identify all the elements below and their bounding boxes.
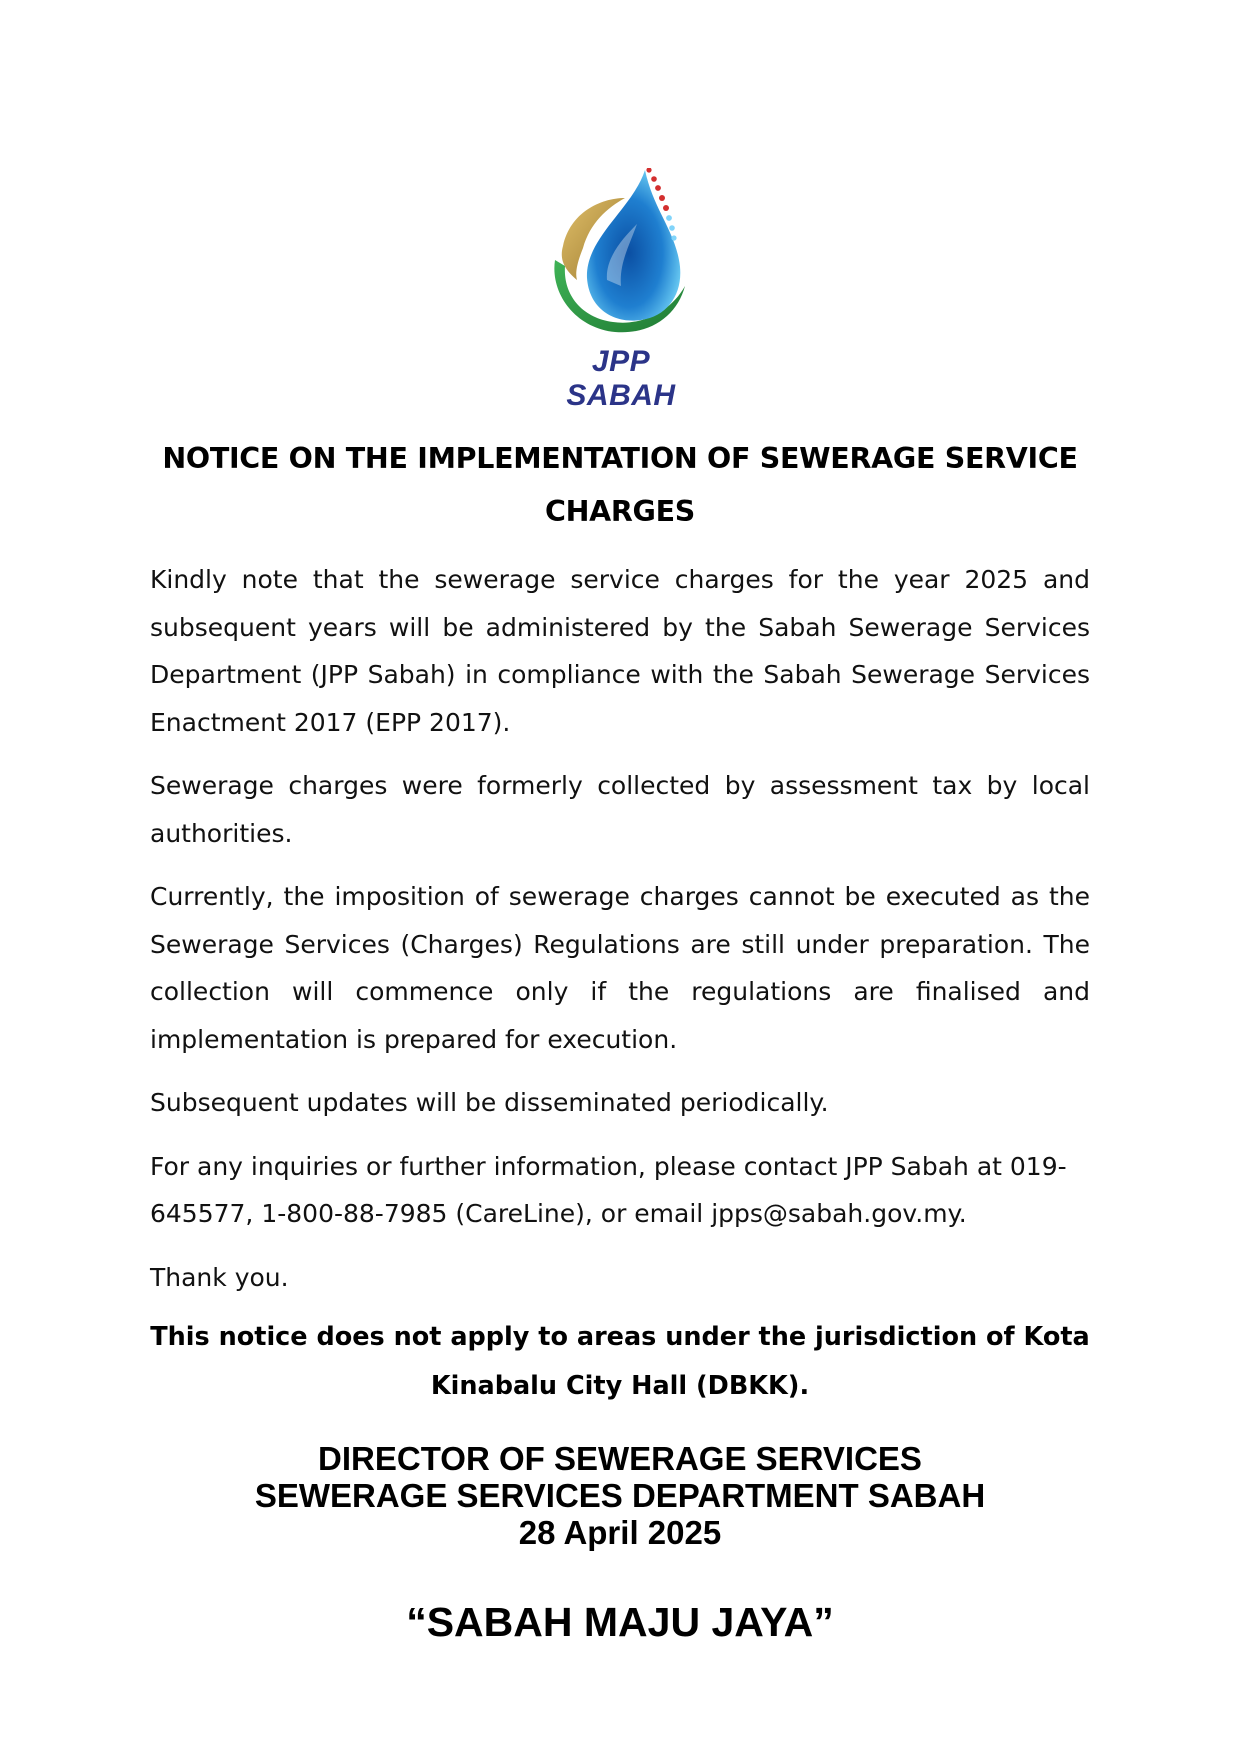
water-drop-leaf-logo-icon <box>545 168 695 343</box>
signature-title: DIRECTOR OF SEWERAGE SERVICES <box>318 1440 922 1477</box>
signature-department: SEWERAGE SERVICES DEPARTMENT SABAH <box>254 1477 986 1514</box>
paragraph-contact: For any inquiries or further information, please contact JPP Sabah at 019-645577, 1-800-88-7985 (CareLine), or email jpps@sabah.gov.my. <box>150 1151 1067 1228</box>
paragraph-former-collection: Sewerage charges were formerly collected by assessment tax by local authorities. <box>150 771 1090 848</box>
signature-block <box>150 1440 1090 1551</box>
notice-body <box>150 556 1090 1317</box>
blue-drop-shape <box>587 170 680 321</box>
paragraph-updates: Subsequent updates will be disseminated periodically. <box>150 1088 829 1117</box>
notice-title: NOTICE ON THE IMPLEMENTATION OF SEWERAGE SERVICE CHARGES <box>162 442 1078 528</box>
logo-text: JPP SABAH <box>566 345 676 412</box>
jpp-sabah-logo <box>545 168 695 412</box>
paragraph-thanks: Thank you. <box>150 1262 289 1292</box>
signature-date: 28 April 2025 <box>518 1514 722 1551</box>
exclusion-notice: This notice does not apply to areas under the jurisdiction of Kota Kinabalu City Hall (DBKK). <box>150 1322 1090 1401</box>
paragraph-current-status: Currently, the imposition of sewerage charges cannot be executed as the Sewerage Services (Charges) Regulations are still under preparation. The collection will commence only if the regulations are finalised and implementation is prepared for execution. <box>150 882 1090 1054</box>
paragraph-intro: Kindly note that the sewerage service charges for the year 2025 and subsequent years will be administered by the Sabah Sewerage Services Department (JPP Sabah) in compliance with the Sabah Sewerage Services Enactment 2017 (EPP 2017). <box>150 565 1090 737</box>
slogan: “SABAH MAJU JAYA” <box>406 1599 834 1645</box>
